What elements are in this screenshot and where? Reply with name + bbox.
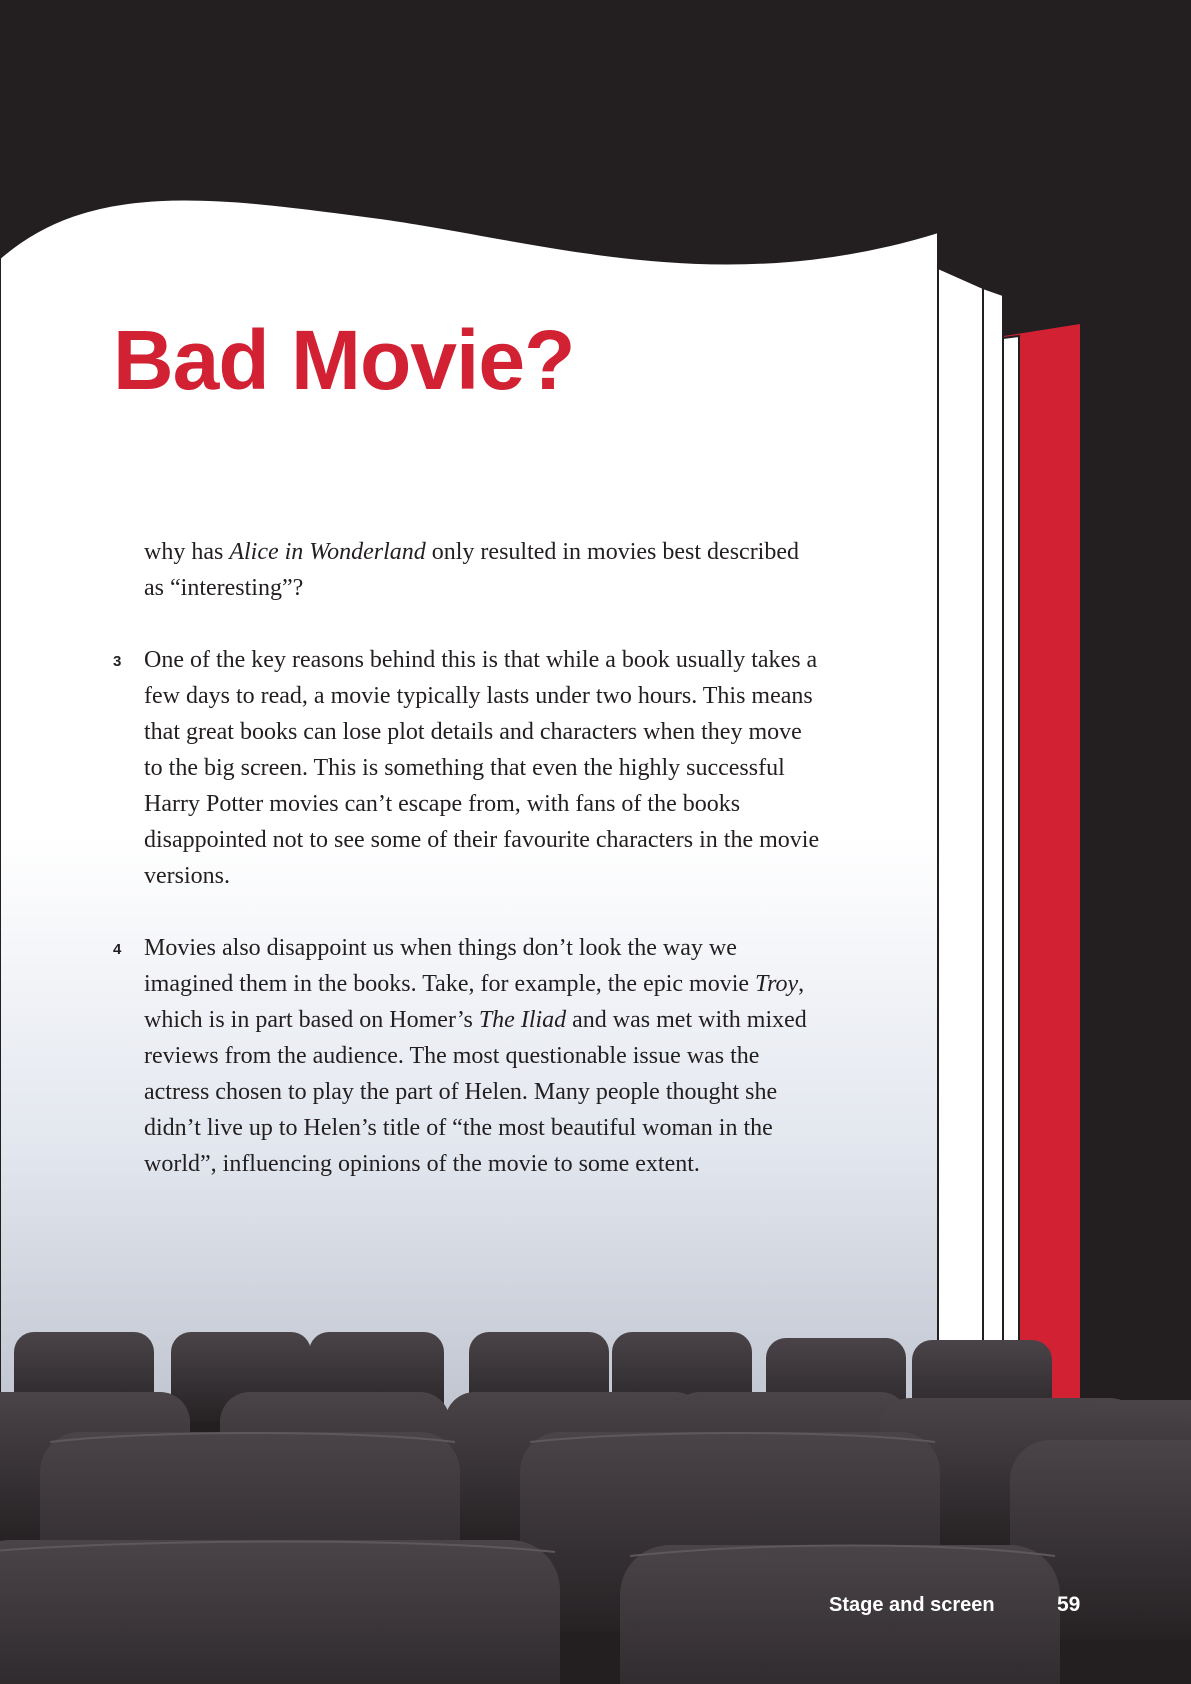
- text-line: Movies also disappoint us when things don’t look the way we: [144, 935, 737, 961]
- text-line: Harry Potter movies can’t escape from, with fans of the books: [144, 791, 741, 817]
- text-line: didn’t live up to Helen’s title of “the most beautiful woman in the: [144, 1115, 773, 1141]
- paragraph-continuation: [144, 534, 879, 606]
- text-line: which is in part based on Homer’s The Iliad and was met with mixed: [144, 1007, 807, 1033]
- cinema-seats: [0, 1332, 1191, 1684]
- text-line: versions.: [144, 863, 230, 889]
- paragraph-4: [113, 930, 879, 1182]
- paragraph-3: [113, 642, 879, 894]
- book-back-page: [983, 288, 1003, 1342]
- page-title: Bad Movie?: [113, 313, 575, 407]
- text-line: why has Alice in Wonderland only resulted in movies best described: [144, 539, 800, 565]
- text-line: world”, influencing opinions of the movie to some extent.: [144, 1151, 700, 1177]
- seat: [0, 1540, 560, 1684]
- text-line: to the big screen. This is something that even the highly successful: [144, 755, 785, 781]
- text-line: reviews from the audience. The most questionable issue was the: [144, 1043, 760, 1069]
- book-back-page: [938, 268, 983, 1342]
- text-line: actress chosen to play the part of Helen. Many people thought she: [144, 1079, 778, 1105]
- book-back-page: [1003, 336, 1019, 1345]
- paragraph-number: 3: [113, 653, 122, 670]
- text-line: disappointed not to see some of their favourite characters in the movie: [144, 827, 820, 853]
- footer-section-label: Stage and screen: [829, 1594, 995, 1616]
- text-line: imagined them in the books. Take, for example, the epic movie Troy,: [144, 971, 805, 997]
- text-line: One of the key reasons behind this is that while a book usually takes a: [144, 647, 818, 673]
- text-line: as “interesting”?: [144, 575, 304, 601]
- paragraph-number: 4: [113, 941, 122, 958]
- page-number: 59: [1057, 1593, 1081, 1616]
- text-line: few days to read, a movie typically lasts under two hours. This means: [144, 683, 813, 709]
- text-line: that great books can lose plot details and characters when they move: [144, 719, 802, 745]
